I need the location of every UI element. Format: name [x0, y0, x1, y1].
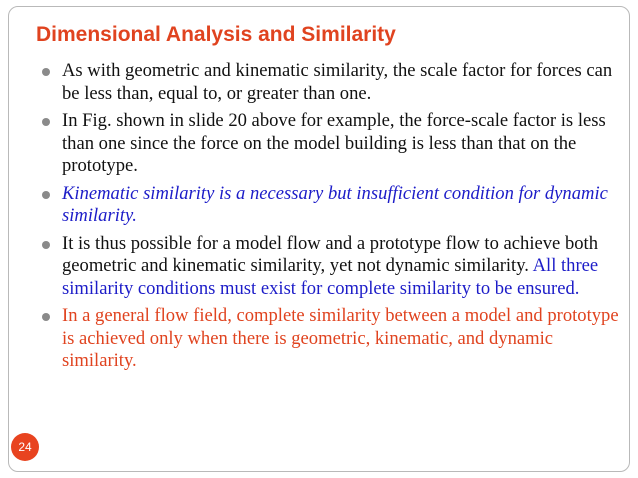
bullet-item-5	[40, 305, 620, 373]
bullet-text-1: As with geometric and kinematic similarity, the scale factor for forces can be less than, equal to, or greater than one.	[62, 60, 613, 104]
bullet-item-1	[40, 60, 620, 105]
bullet-item-2	[40, 110, 620, 178]
bullet-item-3	[40, 183, 620, 228]
bullet-dot-icon	[42, 313, 50, 321]
bullet-dot-icon	[42, 241, 50, 249]
bullet-dot-icon	[42, 191, 50, 199]
bullet-text-3: Kinematic similarity is a necessary but insufficient condition for dynamic similarity.	[62, 182, 608, 226]
bullet-list	[40, 60, 620, 378]
bullet-text-4-blue: All three similarity conditions must exist for complete similarity to be ensured.	[62, 255, 599, 299]
bullet-text-2: In Fig. shown in slide 20 above for example, the force-scale factor is less than one since the force on the model building is less than that on the prototype.	[62, 110, 606, 176]
bullet-dot-icon	[42, 118, 50, 126]
bullet-text-5: In a general flow field, complete similarity between a model and prototype is achieved only when there is geometric, kinematic, and dynamic similarity.	[62, 305, 619, 371]
bullet-dot-icon	[42, 68, 50, 76]
page-number-badge: 24	[11, 433, 39, 461]
slide-title: Dimensional Analysis and Similarity	[36, 23, 396, 46]
bullet-item-4	[40, 233, 620, 301]
bullet-text-4-plain: It is thus possible for a model flow and a prototype flow to achieve both geometric and kinematic similarity, yet not dynamic similarity.	[62, 232, 599, 276]
